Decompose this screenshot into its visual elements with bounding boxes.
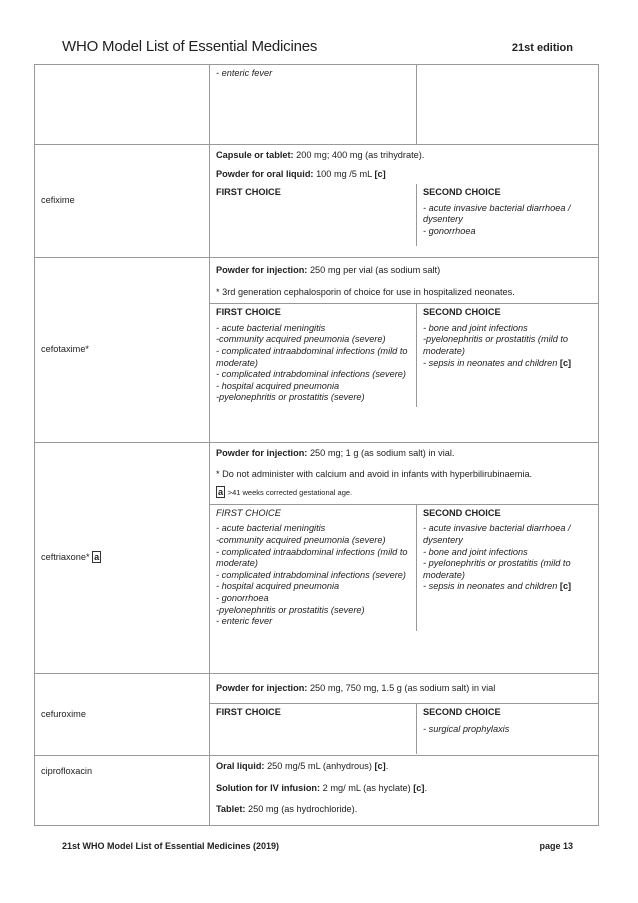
second-choice-heading: SECOND CHOICE (423, 307, 501, 318)
second-choice-heading: SECOND CHOICE (423, 706, 501, 717)
indication: - enteric fever (216, 68, 273, 78)
formulation: Powder for oral liquid: 100 mg /5 mL [c] (216, 168, 386, 179)
page-title: WHO Model List of Essential Medicines (62, 38, 318, 55)
page-number: page 13 (539, 841, 573, 851)
table-row: cefuroxime Powder for injection: 250 mg, 750 mg, 1.5 g (as sodium salt) in vial FIRST CHOICE SECOND CHOICE - surgical prophylaxis (35, 674, 599, 756)
medicine-name: ciprofloxacin (35, 756, 210, 826)
first-choice-heading: FIRST CHOICE (216, 307, 281, 318)
first-choice-heading: FIRST CHOICE (216, 187, 281, 198)
medicines-table (34, 64, 599, 826)
age-note: a >41 weeks corrected gestational age. (218, 487, 353, 498)
table-row: ceftriaxone* a Powder for injection: 250 mg; 1 g (as sodium salt) in vial. * Do not administer with calcium and avoid in infants with hyperbilirubinaemia. a >41 weeks corrected gestational age. FIRST CHOICE - acute bacterial meningitis -community acquired pneumonia (severe) - complicated intraabdominal infections (mild to moderate) - complicated intrabdominal infections (severe) - hospital acquired pneumonia - gonorrhoea -pyelonephritis or prostatitis (severe) - enteric fever SECOND CHOICE - acute invasive bacterial diarrhoea / dysentery - bone and joint infections - pyelonephritis or prostatitis (mild to moderate) - sepsis in neonates and children [c] (35, 443, 599, 674)
formulation: Capsule or tablet: 200 mg; 400 mg (as trihydrate). (216, 150, 425, 160)
note: * Do not administer with calcium and avoid in infants with hyperbilirubinaemia. (216, 468, 533, 479)
formulation: Solution for IV infusion: 2 mg/ mL (as hyclate) [c]. (216, 782, 428, 793)
medicine-name: cefotaxime* (35, 258, 210, 443)
formulation: Tablet: 250 mg (as hydrochloride). (216, 804, 358, 815)
first-choice-heading: FIRST CHOICE (216, 706, 281, 717)
table-row: cefixime Capsule or tablet: 200 mg; 400 mg (as trihydrate). Powder for oral liquid: 100 mg /5 mL [c] FIRST CHOICE SECOND CHOICE - acute invasive bacterial diarrhoea / dysentery - gonorrhoea (35, 145, 599, 258)
table-row: cefotaxime* Powder for injection: 250 mg per vial (as sodium salt) * 3rd generation cephalosporin of choice for use in hospitalized neonates. FIRST CHOICE - acute bacterial meningitis -community acquired pneumonia (severe) - complicated intraabdominal infections (mild to moderate) - complicated intrabdominal infections (severe) - hospital acquired pneumonia -pyelonephritis or prostatitis (severe) SECOND CHOICE - bone and joint infections -pyelonephritis or prostatitis (mild to moderate) - sepsis in neonates and children [c] (35, 258, 599, 443)
c-badge: [c] (413, 782, 425, 793)
formulation: Powder for injection: 250 mg per vial (as sodium salt) (216, 265, 441, 275)
edition-label: 21st edition (511, 42, 573, 54)
medicine-name: ceftriaxone* (41, 552, 90, 563)
note: * 3rd generation cephalosporin of choice for use in hospitalized neonates. (216, 286, 515, 297)
medicine-name: cefixime (35, 145, 210, 258)
formulation: Powder for injection: 250 mg, 750 mg, 1.5 g (as sodium salt) in vial (216, 683, 496, 693)
second-choice-heading: SECOND CHOICE (423, 187, 501, 198)
second-choice-heading: SECOND CHOICE (423, 507, 501, 518)
age-restriction-badge: a (94, 552, 100, 563)
medicine-name: cefuroxime (35, 674, 210, 756)
c-badge: [c] (559, 357, 572, 368)
formulation: Oral liquid: 250 mg/5 mL (anhydrous) [c]. (216, 761, 389, 771)
c-badge: [c] (559, 581, 572, 592)
table-row (35, 756, 599, 826)
first-choice-heading: FIRST CHOICE (216, 507, 281, 518)
formulation: Powder for injection: 250 mg; 1 g (as sodium salt) in vial. (216, 448, 455, 458)
table-row (35, 65, 599, 145)
footer-title: 21st WHO Model List of Essential Medicines (2019) (62, 841, 280, 851)
c-badge: [c] (374, 168, 386, 179)
c-badge: [c] (374, 761, 386, 771)
